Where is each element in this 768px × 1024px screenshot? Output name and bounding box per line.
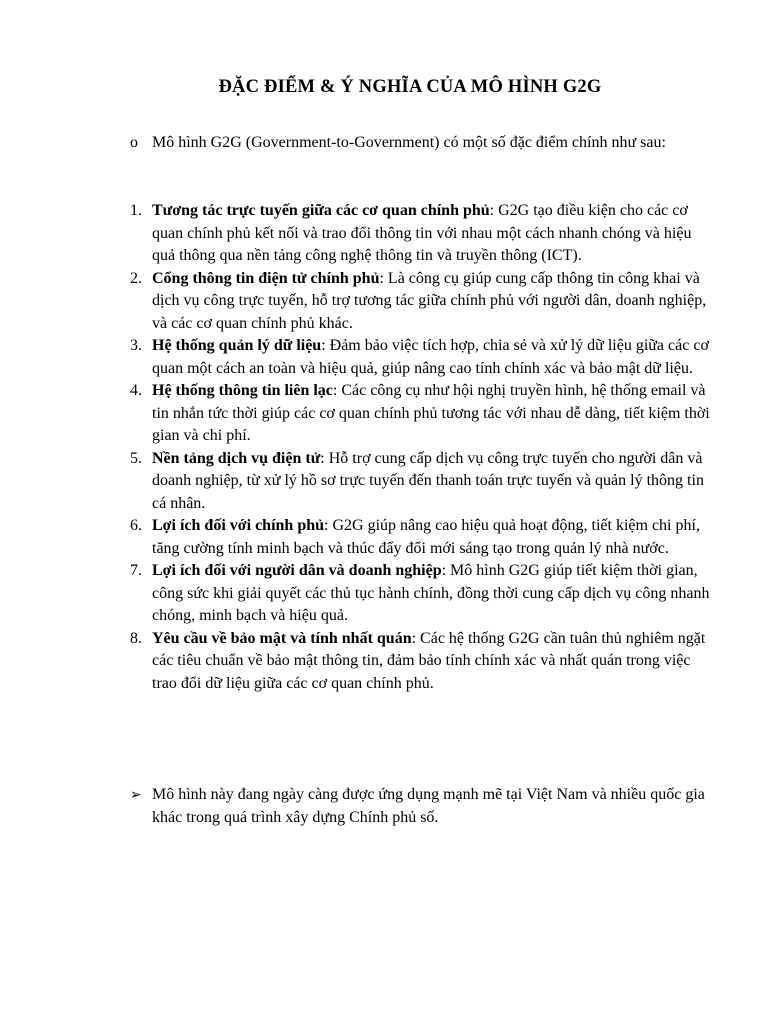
list-item [126,628,718,696]
intro-paragraph [130,132,700,155]
item-term: Cổng thông tin điện tử chính phủ [152,269,380,287]
item-term: Nền tảng dịch vụ điện tử [152,449,321,467]
item-number: 8. [130,629,142,647]
item-number: 6. [130,517,142,534]
list-item [126,380,718,448]
item-description: : G2G giúp nâng cao hiệu quả hoạt động, tiết kiệm chi phí, tăng cường tính minh bạch và thúc đẩy đổi mới sáng tạo trong quản lý nhà nước. [152,517,700,557]
item-description: : Đảm bảo việc tích hợp, chia sẻ và xử lý dữ liệu giữa các cơ quan một cách an toàn và hiệu quả, giúp nâng cao tính chính xác và bảo mật dữ liệu. [152,337,709,377]
item-description: : Các công cụ như hội nghị truyền hình, hệ thống email và tin nhắn tức thời giúp các cơ quan chính phủ tương tác với nhau dễ dàng, tiết kiệm thời gian và chi phí. [152,382,710,444]
item-term: Hệ thống thông tin liên lạc [152,382,333,399]
item-term: Hệ thống quản lý dữ liệu [152,337,322,354]
list-item [126,200,718,268]
item-number: 5. [130,449,142,467]
list-item [126,560,718,628]
list-item [126,515,718,560]
item-description: : G2G tạo điều kiện cho các cơ quan chính phủ kết nối và trao đổi thông tin với nhau một cách nhanh chóng và hiệu quả thông qua nền tảng công nghệ thông tin và truyền thông (ICT). [152,202,692,264]
item-description: : Hỗ trợ cung cấp dịch vụ công trực tuyến cho người dân và doanh nghiệp, từ xử lý hồ sơ trực tuyến đến thanh toán trực tuyến và quản lý thông tin cá nhân. [152,449,704,512]
item-term: Lợi ích đối với người dân và doanh nghiệp [152,562,442,579]
closing-paragraph [130,784,710,829]
item-number: 7. [130,562,142,579]
feature-list [126,200,718,695]
item-description: : Các hệ thống G2G cần tuân thủ nghiêm ngặt các tiêu chuẩn về bảo mật thông tin, đảm bảo tính chính xác và nhất quán trong việc trao đổi dữ liệu giữa các cơ quan chính phủ. [152,629,706,692]
item-description: : Là công cụ giúp cung cấp thông tin công khai và dịch vụ công trực tuyến, hỗ trợ tương tác giữa chính phủ với người dân, doanh nghiệp, và các cơ quan chính phủ khác. [152,269,707,332]
list-item [126,268,718,336]
arrow-bullet-icon: ➢ [130,787,142,803]
list-item [126,448,718,516]
page-title: ĐẶC ĐIỂM & Ý NGHĨA CỦA MÔ HÌNH G2G [218,77,602,97]
item-term: Tương tác trực tuyến giữa các cơ quan chính phủ [152,202,490,219]
intro-text: Mô hình G2G (Government-to-Government) có một số đặc điểm chính như sau: [152,134,666,151]
item-description: : Mô hình G2G giúp tiết kiệm thời gian, công sức khi giải quyết các thủ tục hành chính, đồng thời cung cấp dịch vụ công nhanh chóng, minh bạch và hiệu quả. [152,562,710,624]
item-term: Lợi ích đối với chính phủ [152,517,325,534]
item-term: Yêu cầu về bảo mật và tính nhất quán [152,629,412,647]
item-number: 2. [130,269,142,287]
closing-text: Mô hình này đang ngày càng được ứng dụng mạnh mẽ tại Việt Nam và nhiều quốc gia khác trong quá trình xây dựng Chính phủ số. [152,786,705,826]
item-number: 3. [130,337,142,354]
bullet-marker: o [130,134,138,151]
item-number: 1. [130,202,142,219]
list-item [126,335,718,380]
item-number: 4. [130,382,142,399]
